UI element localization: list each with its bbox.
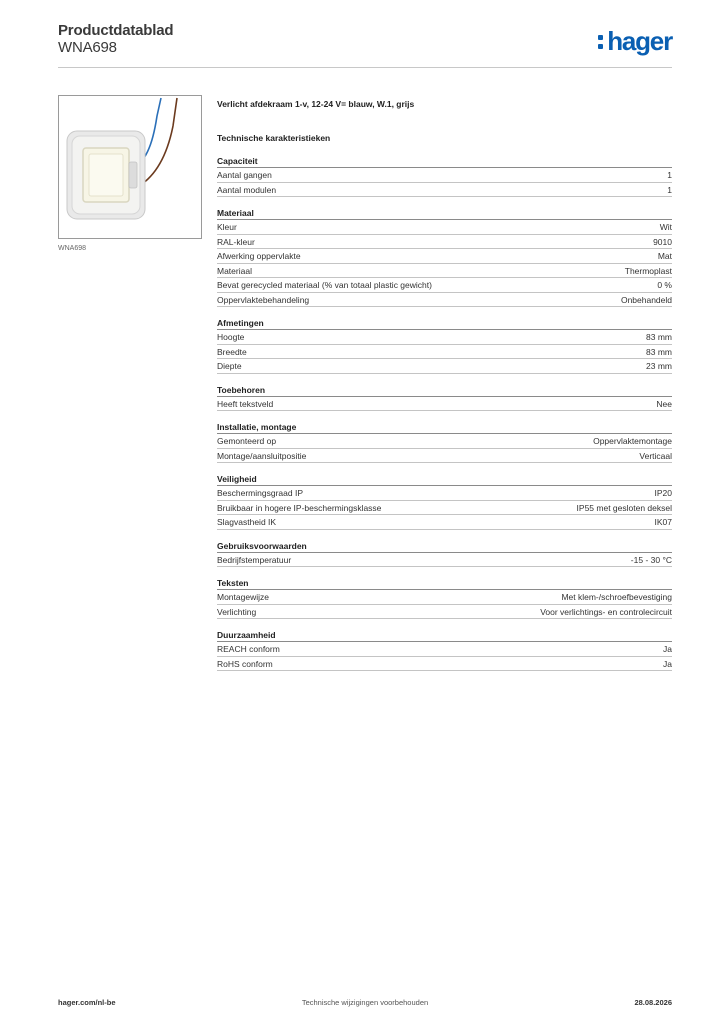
spec-row <box>217 249 672 264</box>
spec-label: Oppervlaktebehandeling <box>217 294 310 305</box>
spec-label: Aantal modulen <box>217 184 277 195</box>
logo-text: hager <box>607 26 672 56</box>
spec-value: 1 <box>667 170 672 180</box>
document-title: Productdatablad <box>58 22 174 39</box>
spec-value: Nee <box>656 398 672 409</box>
spec-value: 0 % <box>657 280 672 290</box>
spec-value: Thermoplast <box>624 265 672 276</box>
spec-value: 83 mm <box>646 332 672 342</box>
spec-label: Materiaal <box>217 265 252 276</box>
spec-section <box>217 155 672 197</box>
spec-value: 83 mm <box>646 346 672 357</box>
spec-row <box>217 449 672 464</box>
spec-row <box>217 553 672 568</box>
spec-row <box>217 397 672 412</box>
spec-label: Montagewijze <box>217 592 269 602</box>
spec-section <box>217 421 672 463</box>
section-title: Installatie, montage <box>217 421 672 434</box>
spec-sections <box>217 155 672 671</box>
footer-website: hager.com/nl-be <box>58 998 116 1007</box>
section-title: Gebruiksvoorwaarden <box>217 540 672 553</box>
spec-section <box>217 317 672 374</box>
spec-row <box>217 486 672 501</box>
spec-row <box>217 220 672 235</box>
section-title: Toebehoren <box>217 384 672 397</box>
spec-value: Met klem-/schroefbevestiging <box>561 592 672 602</box>
spec-row <box>217 235 672 250</box>
spec-label: Afwerking oppervlakte <box>217 251 301 261</box>
spec-row <box>217 590 672 605</box>
spec-label: Bevat gerecycled materiaal (% van totaal plastic gewicht) <box>217 280 432 290</box>
section-title: Veiligheid <box>217 473 672 486</box>
section-title: Teksten <box>217 577 672 590</box>
spec-label: Hoogte <box>217 332 245 342</box>
spec-value: Onbehandeld <box>620 294 672 305</box>
spec-label: Aantal gangen <box>217 170 272 180</box>
spec-value: 23 mm <box>646 361 672 371</box>
spec-section <box>217 540 672 568</box>
spec-row <box>217 515 672 530</box>
spec-value: 1 <box>667 184 672 195</box>
spec-label: Breedte <box>217 346 247 357</box>
section-title: Duurzaamheid <box>217 629 672 642</box>
spec-label: Diepte <box>217 361 242 371</box>
section-title: Afmetingen <box>217 317 672 330</box>
spec-label: Kleur <box>217 222 237 232</box>
spec-row <box>217 168 672 183</box>
spec-label: REACH conform <box>217 644 280 654</box>
spec-row <box>217 345 672 360</box>
spec-section <box>217 577 672 619</box>
spec-label: Gemonteerd op <box>217 436 277 446</box>
product-name: Verlicht afdekraam 1-v, 12-24 V= blauw, W.1, grijs <box>217 99 415 109</box>
spec-section <box>217 473 672 530</box>
product-image <box>58 95 202 239</box>
spec-section <box>217 629 672 671</box>
hager-logo <box>597 27 672 55</box>
spec-row <box>217 330 672 345</box>
spec-value: -15 - 30 °C <box>630 554 672 565</box>
frame-illustration-icon <box>59 96 201 238</box>
spec-row <box>217 605 672 620</box>
spec-label: Bruikbaar in hogere IP-beschermingsklasse <box>217 502 382 513</box>
spec-label: Bedrijfstemperatuur <box>217 554 292 565</box>
spec-row <box>217 657 672 672</box>
spec-row <box>217 264 672 279</box>
spec-row <box>217 278 672 293</box>
spec-value: Verticaal <box>639 450 672 461</box>
spec-value: Voor verlichtings- en controlecircuit <box>540 606 672 617</box>
spec-row <box>217 359 672 374</box>
spec-section <box>217 384 672 412</box>
spec-value: 9010 <box>653 236 672 247</box>
spec-row <box>217 183 672 198</box>
footer-date: 28.08.2026 <box>634 998 672 1007</box>
spec-value: Oppervlaktemontage <box>593 436 672 446</box>
spec-value: IK07 <box>654 517 672 527</box>
spec-row <box>217 293 672 308</box>
section-title: Capaciteit <box>217 155 672 168</box>
spec-value: Wit <box>659 222 672 232</box>
image-caption: WNA698 <box>58 245 87 252</box>
spec-label: Heeft tekstveld <box>217 398 274 409</box>
spec-row <box>217 434 672 449</box>
spec-label: RAL-kleur <box>217 236 255 247</box>
technical-heading: Technische karakteristieken <box>217 133 331 143</box>
spec-value: Mat <box>657 251 672 261</box>
spec-label: Slagvastheid IK <box>217 517 277 527</box>
spec-row <box>217 642 672 657</box>
product-code: WNA698 <box>58 39 117 56</box>
spec-row <box>217 501 672 516</box>
spec-value: IP20 <box>654 488 672 498</box>
spec-label: Beschermingsgraad IP <box>217 488 303 498</box>
spec-label: Montage/aansluitpositie <box>217 450 307 461</box>
page-header <box>58 22 672 68</box>
spec-section <box>217 207 672 307</box>
section-title: Materiaal <box>217 207 672 220</box>
spec-label: RoHS conform <box>217 658 273 669</box>
spec-value: Ja <box>663 644 672 654</box>
spec-content <box>217 97 672 671</box>
footer-notice: Technische wijzigingen voorbehouden <box>301 998 429 1007</box>
spec-value: IP55 met gesloten deksel <box>576 502 672 513</box>
spec-value: Ja <box>663 658 672 669</box>
logo-dots-icon <box>597 30 605 52</box>
spec-label: Verlichting <box>217 606 257 617</box>
